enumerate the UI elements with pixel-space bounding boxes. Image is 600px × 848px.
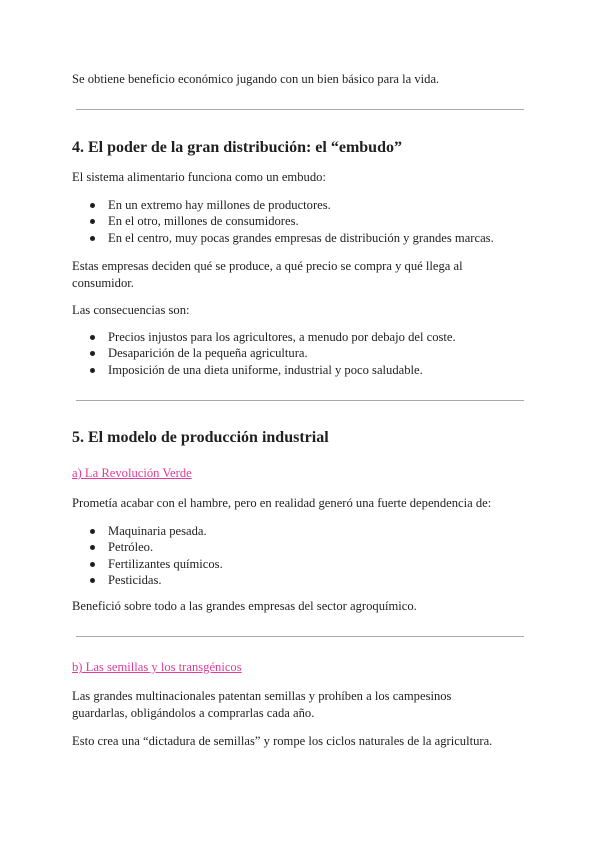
bullet-icon [90, 219, 95, 224]
subsection-b-paragraph-2: Esto crea una “dictadura de semillas” y rompe los ciclos naturales de la agricultura. [72, 734, 493, 748]
list-item: Pesticidas. [72, 572, 528, 588]
bullet-icon [90, 578, 95, 583]
bullet-icon [90, 236, 95, 241]
bullet-icon [90, 562, 95, 567]
section-4-intro: El sistema alimentario funciona como un embudo: [72, 170, 326, 184]
list-item: Maquinaria pesada. [72, 523, 528, 539]
section-4-heading: 4. El poder de la gran distribución: el “embudo” [72, 139, 402, 156]
subsection-a-link[interactable]: a) La Revolución Verde [72, 466, 192, 480]
subsection-a-list [72, 523, 528, 588]
intro-line: Se obtiene beneficio económico jugando con un bien básico para la vida. [72, 72, 440, 86]
list-item: Imposición de una dieta uniforme, industrial y poco saludable. [72, 362, 528, 378]
section-5-heading: 5. El modelo de producción industrial [72, 429, 329, 446]
list-item: En el centro, muy pocas grandes empresas de distribución y grandes marcas. [72, 230, 528, 246]
bullet-icon [90, 529, 95, 534]
subsection-a-conclusion: Benefició sobre todo a las grandes empresas del sector agroquímico. [72, 599, 417, 613]
list-item: Petróleo. [72, 539, 528, 555]
list-item: Fertilizantes químicos. [72, 556, 528, 572]
section-4-consequences-list [72, 329, 528, 378]
bullet-icon [90, 368, 95, 373]
list-item: Precios injustos para los agricultores, a menudo por debajo del coste. [72, 329, 528, 345]
subsection-b-link[interactable]: b) Las semillas y los transgénicos [72, 660, 242, 674]
list-item: Desaparición de la pequeña agricultura. [72, 345, 528, 361]
section-4-list [72, 197, 528, 246]
divider [76, 400, 524, 401]
section-4-decide: Estas empresas deciden qué se produce, a qué precio se compra y qué llega al consumidor. [72, 259, 463, 290]
list-item: En un extremo hay millones de productores. [72, 197, 528, 213]
divider [76, 636, 524, 637]
subsection-b-paragraph-1: Las grandes multinacionales patentan semillas y prohíben a los campesinos guardarlas, obligándolos a comprarlas cada año. [72, 689, 452, 720]
divider [76, 109, 524, 110]
bullet-icon [90, 351, 95, 356]
section-4-consequences-intro: Las consecuencias son: [72, 303, 190, 317]
bullet-icon [90, 203, 95, 208]
list-item: En el otro, millones de consumidores. [72, 213, 528, 229]
bullet-icon [90, 545, 95, 550]
bullet-icon [90, 335, 95, 340]
subsection-a-intro: Prometía acabar con el hambre, pero en realidad generó una fuerte dependencia de: [72, 496, 492, 510]
